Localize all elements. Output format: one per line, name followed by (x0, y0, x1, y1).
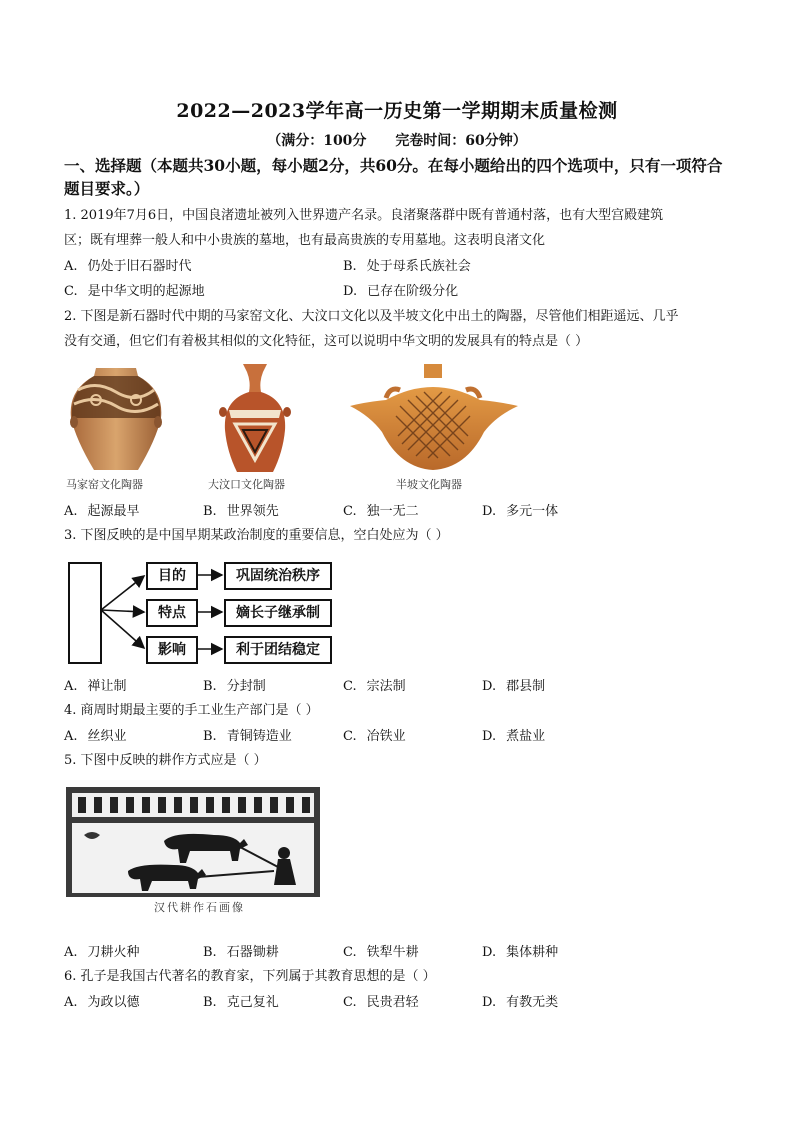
q1-option-a[interactable]: A. 仍处于旧石器时代 (64, 259, 192, 274)
diagram-value-feature: 嫡长子继承制 (224, 599, 332, 627)
exam-subtitle (0, 130, 794, 150)
banpo-label: 半坡文化陶器 (396, 478, 462, 491)
q6-option-d[interactable]: D. 有教无类 (482, 995, 559, 1010)
q3-option-c[interactable]: C. 宗法制 (343, 679, 406, 694)
q6-stem: 6. 孔子是我国古代著名的教育家，下列属于其教育思想的是（ ） (64, 969, 436, 984)
q3-option-b[interactable]: B. 分封制 (203, 679, 266, 694)
diagram-value-impact: 利于团结稳定 (224, 636, 332, 664)
q5-option-a[interactable]: A. 刀耕火种 (64, 945, 140, 960)
majiayao-pottery-image (66, 360, 166, 475)
q1-option-c[interactable]: C. 是中华文明的起源地 (64, 284, 205, 299)
q4-stem: 4. 商周时期最主要的手工业生产部门是（ ） (64, 703, 319, 718)
q5-option-d[interactable]: D. 集体耕种 (482, 945, 559, 960)
q5-stem: 5. 下图中反映的耕作方式应是（ ） (64, 753, 267, 768)
banpo-pottery-image (346, 360, 521, 475)
han-stone-relief-image (64, 785, 326, 915)
q4-option-d[interactable]: D. 煮盐业 (482, 729, 546, 744)
q2-stem-line1: 2. 下图是新石器时代中期的马家窑文化、大汶口文化以及半坡文化中出土的陶器，尽管他们相距遥远、几乎 (64, 309, 679, 324)
diagram-key-impact: 影响 (146, 636, 198, 664)
majiayao-label: 马家窑文化陶器 (66, 478, 143, 491)
political-system-diagram (64, 558, 344, 668)
q5-option-c[interactable]: C. 铁犁牛耕 (343, 945, 419, 960)
q1-stem-line1: 1. 2019年7月6日，中国良渚遗址被列入世界遗产名录。良渚聚落群中既有普通村落，也有大型宫殿建筑 (64, 208, 664, 223)
q3-option-d[interactable]: D. 郡县制 (482, 679, 546, 694)
q4-option-b[interactable]: B. 青铜铸造业 (203, 729, 292, 744)
diagram-key-purpose: 目的 (146, 562, 198, 590)
q6-option-a[interactable]: A. 为政以德 (64, 995, 140, 1010)
stone-relief-caption: 汉代耕作石画像 (154, 901, 245, 914)
q6-option-c[interactable]: C. 民贵君轻 (343, 995, 419, 1010)
dawenkou-label: 大汶口文化陶器 (208, 478, 285, 491)
time-limit: 完卷时间：60分钟） (395, 133, 527, 149)
page-title: 2022—2023学年高一历史第一学期期末质量检测 (176, 100, 618, 122)
q4-option-c[interactable]: C. 冶铁业 (343, 729, 406, 744)
q2-option-c[interactable]: C. 独一无二 (343, 504, 419, 519)
q1-stem-line2: 区；既有埋葬一般人和中小贵族的墓地，也有最高贵族的专用墓地。这表明良渚文化 (64, 233, 546, 248)
stone-relief-drawing (64, 785, 326, 915)
full-score: （满分：100分 (267, 133, 367, 149)
q3-stem: 3. 下图反映的是中国早期某政治制度的重要信息，空白处应为（ ） (64, 528, 449, 543)
diagram-value-purpose: 巩固统治秩序 (224, 562, 332, 590)
q6-option-b[interactable]: B. 克己复礼 (203, 995, 279, 1010)
q4-option-a[interactable]: A. 丝织业 (64, 729, 127, 744)
q2-stem-line2: 没有交通，但它们有着极其相似的文化特征，这可以说明中华文明的发展具有的特点是（ ） (64, 334, 589, 349)
q1-option-d[interactable]: D. 已存在阶级分化 (343, 284, 459, 299)
q2-option-d[interactable]: D. 多元一体 (482, 504, 559, 519)
q1-option-b[interactable]: B. 处于母系氏族社会 (343, 259, 471, 274)
diagram-key-feature: 特点 (146, 599, 198, 627)
q2-option-b[interactable]: B. 世界领先 (203, 504, 279, 519)
section-heading: 一、选择题（本题共30小题，每小题2分，共60分。在每小题给出的四个选项中，只有一项符合题目要求。） (64, 156, 723, 198)
q3-option-a[interactable]: A. 禅让制 (64, 679, 127, 694)
q5-option-b[interactable]: B. 石器锄耕 (203, 945, 279, 960)
dawenkou-pottery-image (215, 360, 295, 475)
q2-option-a[interactable]: A. 起源最早 (64, 504, 140, 519)
